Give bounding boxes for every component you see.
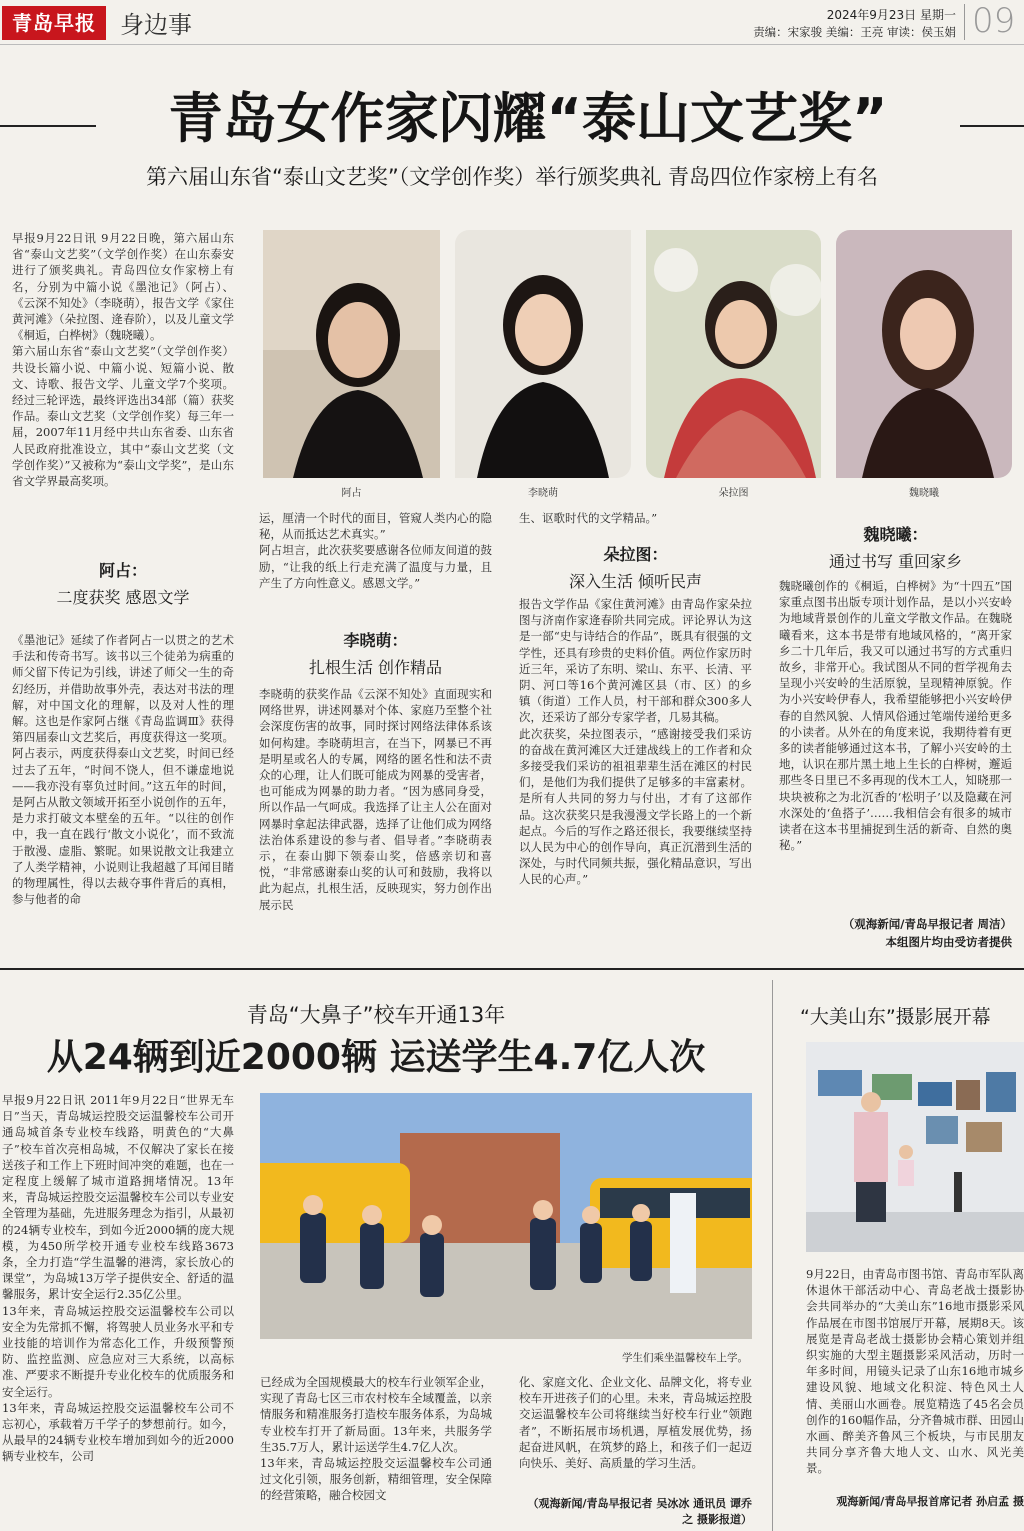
story2-col2-text: 已经成为全国规模最大的校车行业领军企业，实现了青岛七区三市农村校车全域覆盖，以亲情服务和精准服务打造校车服务体系，为岛城专业校车打开了新局面。13年来，共服务学生35.7万人，累计运送学生4.7亿人次。 13年来，青岛城运控股交运温馨校车公司通过文化引领，服务创新，精细管理，安全保障的经营策略，融合校园文: [260, 1375, 492, 1503]
section-name: 身边事: [120, 11, 192, 39]
story3-body-text: 9月22日，由青岛市图书馆、青岛市军队离休退休干部活动中心、青岛老战士摄影协会共同举办的“大美山东”16地市摄影采风作品展在市图书馆展厅开幕，展期8天。该展览是青岛老战士摄影协会精心策划并组织实施的大型主题摄影采风活动，历时一年多时间，用镜头记录了山东16地市城乡建设风貌、地域文化积淀、特色风土人情、美丽山水画卷。展览精选了45名会员创作的160幅作品，分齐鲁城市群、田园山水画、醉美齐鲁风三个板块，与市民朋友共同分享齐鲁大地人文、山水、风光美景。: [806, 1267, 1024, 1476]
story1-subheadline: 第六届山东省“泰山文艺奖”（文学创作奖）举行颁奖典礼 青岛四位作家榜上有名: [146, 165, 878, 189]
story1-duolatu-text: 报告文学作品《家住黄河滩》由青岛作家朵拉图与济南作家逄春阶共同完成。评论界认为这是一部“史与诗结合的作品”，既具有很强的文学性，还具有珍贵的史料价值。两位作家历时近三年，采访了东明、梁山、东平、长清、平阴、河口等16个黄河滩区县（市、区）的乡镇（街道）工作人员，村干部和群众300多人次，还采访了部分专家学者，几易其稿。 此次获奖，朵拉图表示，“感谢接受我们采访的奋战在黄河滩区大迁建战线上的工作者和众多接受我们采访的祖祖辈辈生活在滩区的村民们，是他们为我们提供了足够多的丰富素材。是所有人共同的努力与付出，才有了这部作品。这次获奖只是我漫漫文学长路上的一个新起点。今后的写作之路还很长，我要继续坚持以人民为中心的创作导向，真正沉潜到生活的深处，与时代同频共振，强化精品意识，写出人民的心声。”: [519, 597, 752, 887]
headline-rule-right: [960, 125, 1024, 127]
story1-credit: （观海新闻/青岛早报记者 周洁）: [842, 917, 1012, 931]
school-bus-photo-caption: 学生们乘坐温馨校车上学。: [622, 1352, 748, 1364]
weixiaoxi-title: 通过书写 重回家乡: [828, 552, 963, 571]
story3-headline: “大美山东”摄影展开幕: [800, 1006, 991, 1028]
story1-azhan-text: 《墨池记》延续了作者阿占一以贯之的艺术手法和传奇书写。该书以三个徒弟为病重的师父留下传记为引线，讲述了师父一生的奇幻经历，并借助故事外壳，表达对书法的理解，对中国文化的理解，以及对人性的理解。这也是作家阿占继《青岛监调Ⅲ》获得第四届泰山文艺奖后，再度获得这一奖项。阿占表示，两度获得泰山文艺奖，时间已经过去了五年，“时间不饶人，但不谦虚地说——我亦没有辜负过时间。”这五年的时间，是阿占从散文领域开拓至小说创作的五年，是力求打破文本壁垒的五年。“以往的创作中，我一直在践行‘散文小说化’，而不致流于散漫、虚脂、繁昵。如果说散文让我建立了人类学精神，小说则让我超越了耳闻目睹的物理属性，得以去裁夺事件背后的真相，参与他者的命: [12, 633, 234, 907]
lixiaomeng-name: 李晓萌：: [343, 631, 408, 650]
exhibition-photo: [806, 1042, 1024, 1252]
weixiaoxi-name: 魏晓曦：: [863, 525, 928, 544]
story1-col2-text: 运，厘清一个时代的面目，管窥人类内心的隐秘，从而抵达艺术真实。” 阿占坦言，此次获奖要感谢各位师友间道的鼓励，“让我的纸上行走充满了温度与力量，且产生了方向性意义。感恩文学。”: [259, 511, 492, 590]
story-vertical-divider: [772, 980, 773, 1531]
caption-duolatu: 朵拉图: [718, 488, 749, 499]
newspaper-logo: 青岛早报: [2, 6, 106, 40]
duolatu-subhead: [519, 542, 752, 592]
story1-photo-credit: 本组图片均由受访者提供: [885, 935, 1012, 949]
page-divider: [964, 4, 965, 40]
duolatu-title: 深入生活 倾听民声: [568, 572, 703, 591]
lixiaomeng-title: 扎根生活 创作精品: [308, 658, 443, 677]
story2-headline: 从24辆到近2000辆 运送学生4.7亿人次: [46, 1037, 706, 1078]
staff-line: 责编：宋家骏 美编：王亮 审读：侯玉娟: [753, 25, 956, 39]
caption-weixiaoxi: 魏晓曦: [909, 488, 939, 499]
page-number: 09: [972, 1, 1016, 41]
story2-credit: （观海新闻/青岛早报记者 吴冰冰 通讯员 谭乔之 摄影报道）: [527, 1497, 752, 1526]
story2-col3-text: 化、家庭文化、企业文化、品牌文化，将专业校车开进孩子们的心里。未来，青岛城运控股交运温馨校车公司将继续当好校车行业“领跑者”，不断拓展市场机遇，厚植发展优势，扬起奋进风帆，在筑梦的路上，和孩子们一起迈向快乐、美好、高质量的学习生活。: [519, 1375, 752, 1471]
caption-azhan: 阿占: [341, 488, 362, 499]
story1-intro: 早报9月22日讯 9月22日晚，第六届山东省“泰山文艺奖”（文学创作奖）在山东泰安进行了颁奖典礼。青岛四位女作家榜上有名，分别为中篇小说《墨池记》（阿占）、《云深不知处》（李晓萌），报告文学《家住黄河滩》（朵拉图、逄春阶），以及儿童文学《桐逅，白桦树》（魏晓曦）。 第六届山东省“泰山文艺奖”（文学创作奖）共设长篇小说、中篇小说、短篇小说、散文、诗歌、报告文学、儿童文学7个奖项。经过三轮评选，最终评选出34部（篇）获奖作品。泰山文艺奖（文学创作奖）每三年一届，2007年11月经中共山东省委、山东省人民政府批准设立，其中“泰山文艺奖（文学创作奖）”又被称为“泰山文学奖”，是山东省文学界最高奖项。: [12, 231, 234, 489]
duolatu-name: 朵拉图：: [603, 545, 668, 564]
portrait-lixiaomeng: [455, 230, 631, 478]
masthead: [0, 0, 1024, 44]
story3-credit: 观海新闻/青岛早报首席记者 孙启孟 摄: [836, 1495, 1024, 1508]
school-bus-photo: [260, 1093, 752, 1339]
story1-weixiaoxi-text: 魏晓曦创作的《桐逅，白桦树》为“十四五”国家重点图书出版专项计划作品，是以小兴安岭为地域背景创作的儿童文学散文作品。在魏晓曦看来，这本书是带有地域风格的，“离开家乡二十几年后，我又可以通过书写的方式重归故乡，非常开心。我试图从不同的哲学视角去呈现小兴安岭的生活原貌，呈现精神原貌。作为小兴安岭伊春人，我希望能够把小兴安岭伊春的自然风貌、人情风俗通过笔端传递给更多的小读者。从外在的角度来说，我期待着有更多的读者能够通过这本书，了解小兴安岭的土地，认识在那片黑土地上生长的白桦树，邂逅那些冬日里已不多再现的伐木工人，知晓那一块块被称之为北沉香的‘松明子’以及隐藏在河水深处的‘鱼搭子’……我相信会有很多的城市读者在这本书里捕捉到生活的新奇、自然的奥秘。”: [779, 579, 1012, 853]
headline-rule-left: [0, 125, 96, 127]
azhan-title: 二度获奖 感恩文学: [56, 588, 190, 607]
story1-lixiaomeng-text: 李晓萌的获奖作品《云深不知处》直面现实和网络世界，讲述网暴对个体、家庭乃至整个社会深度伤害的故事，同时探讨网络法律体系该如何构建。李晓萌坦言，在当下，网暴已不再是明星或名人的专属，网络的匿名性和法不责众的心理，让人们既可能成为网暴的受害者，也可能成为网暴的助力者。“因为感同身受，所以作品一气呵成。我选择了让主人公在面对网暴时拿起法律武器，选择了让他们成为网络法治体系建设的参与者、倡导者。”李晓萌表示，在泰山脚下领泰山奖，倍感亲切和喜悦，“非常感谢泰山奖的认可和鼓励，我将以此为起点，扎根生活，反映现实，努力创作出展示民: [259, 687, 492, 912]
issue-date: 2024年9月23日 星期一: [826, 8, 956, 22]
portrait-weixiaoxi: [836, 230, 1012, 478]
story2-kicker: 青岛“大鼻子”校车开通13年: [246, 1003, 506, 1027]
azhan-name: 阿占：: [98, 561, 147, 580]
story2-col1-text: 早报9月22日讯 2011年9月22日“世界无车日”当天，青岛城运控股交运温馨校车公司开通岛城首条专业校车线路，明黄色的“大鼻子”校车首次亮相岛城，不仅解决了家长在接送孩子和工作上下班时间冲突的难题，也在一定程度上缓解了城市道路拥堵情况。13年来，青岛城运控股交运温馨校车公司以专业安全管理为基础，先进服务理念为指引，从最初的24辆专业校车，到如今近2000辆的庞大规模，为450所学校开通专业校车线路3673条，全力打造“学生温馨的港湾，家长放心的课堂”，为岛城13万学子提供安全、舒适的温馨服务，累计安全运行2.35亿公里。 13年来，青岛城运控股交运温馨校车公司以安全为先常抓不懈，将驾驶人员业务水平和专业技能的培训作为常态化工作，升级预警预防、监控监测、应急应对三大系统，以高标准、严要求不断提升专业化校车的优质服务和安全运行。 13年来，青岛城运控股交运温馨校车公司不忘初心，承载着万千学子的梦想前行。如今，从最早的24辆专业校车增加到如今的近2000辆专业校车，公司: [2, 1093, 234, 1464]
caption-lixiaomeng: 李晓萌: [528, 488, 558, 499]
lixiaomeng-subhead: [259, 628, 492, 678]
weixiaoxi-subhead: [779, 522, 1012, 572]
azhan-subhead: [12, 558, 234, 608]
portrait-duolatu: [646, 230, 821, 478]
story1-headline: 青岛女作家闪耀“泰山文艺奖”: [168, 87, 888, 150]
story1-col3-text: 生、讴歌时代的文学精品。”: [519, 511, 658, 525]
portrait-azhan: [263, 230, 440, 478]
masthead-rule: [0, 44, 1024, 45]
section-divider: [0, 968, 1024, 970]
